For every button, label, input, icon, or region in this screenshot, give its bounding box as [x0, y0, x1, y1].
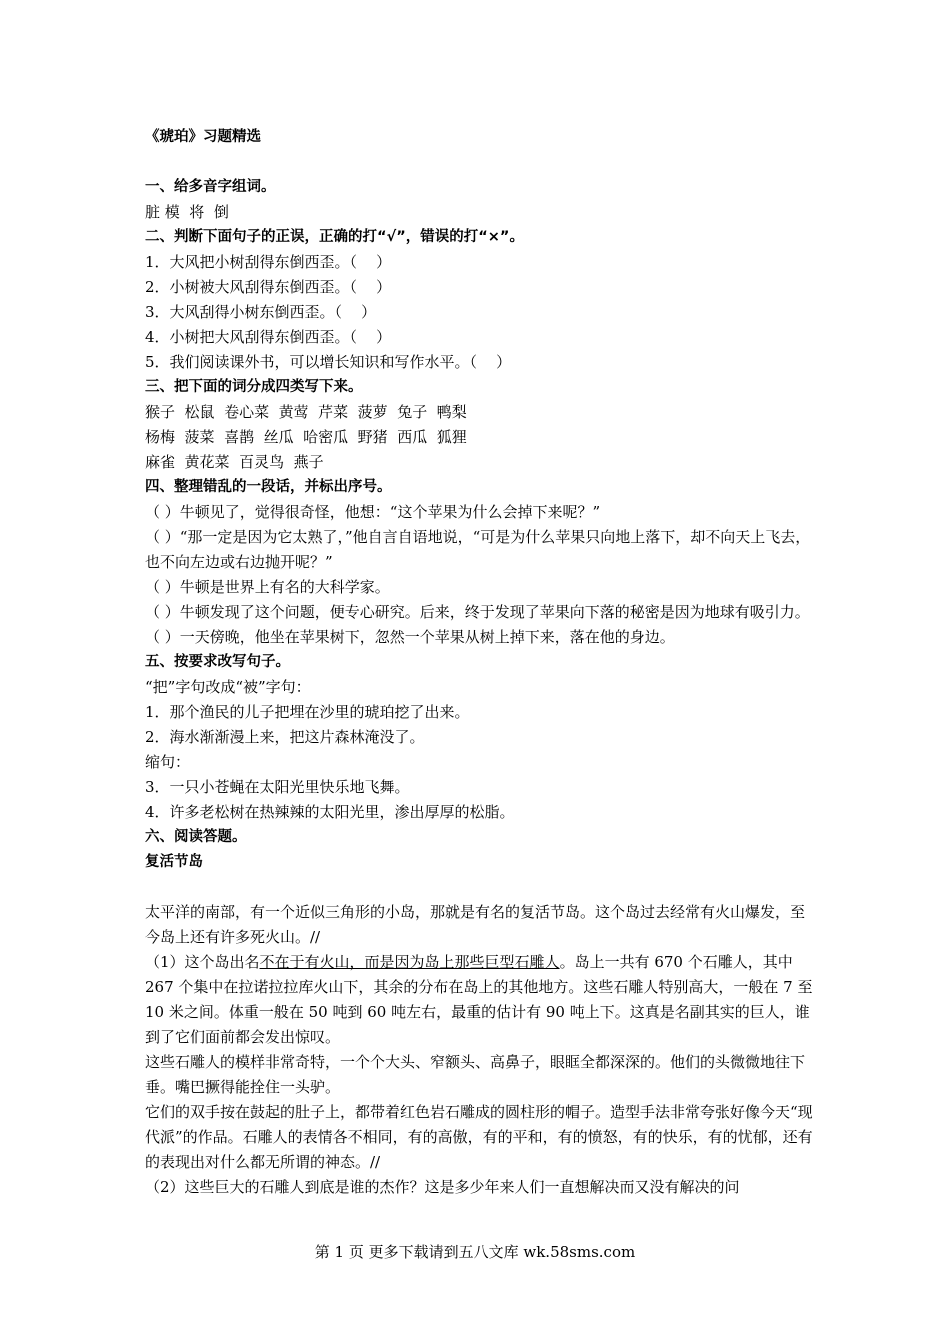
shorten-subheading: 缩句：	[145, 753, 191, 771]
rewrite-subheading: “把”字句改成“被”字句：	[145, 678, 311, 696]
polyphone-chars: 脏 模 将 倒	[145, 203, 229, 221]
spacer	[145, 150, 815, 175]
section-1-heading: 一、给多音字组词。	[145, 179, 276, 195]
judge-item: 3．大风刮得小树东倒西歪。（ ）	[145, 303, 377, 321]
passage-paragraph: （2）这些巨大的石雕人到底是谁的杰作？这是多少年来人们一直想解决而又没有解决的问	[145, 1178, 740, 1196]
order-item: （ ）一天傍晚，他坐在苹果树下，忽然一个苹果从树上掉下来，落在他的身边。	[145, 628, 675, 646]
word-row: 杨梅 菠菜 喜鹊 丝瓜 哈密瓜 野猪 西瓜 狐狸	[145, 428, 467, 446]
section-2-heading: 二、判断下面句子的正误，正确的打“√”，错误的打“×”。	[145, 229, 524, 245]
section-3-heading: 三、把下面的词分成四类写下来。	[145, 379, 363, 395]
rewrite-item: 2．海水渐渐漫上来，把这片森林淹没了。	[145, 728, 425, 746]
judge-item: 4．小树把大风刮得东倒西歪。（ ）	[145, 328, 392, 346]
judge-item: 1．大风把小树刮得东倒西歪。（ ）	[145, 253, 392, 271]
judge-item: 2．小树被大风刮得东倒西歪。（ ）	[145, 278, 392, 296]
order-item: （ ）牛顿是世界上有名的大科学家。	[145, 578, 390, 596]
shorten-item: 3．一只小苍蝇在太阳光里快乐地飞舞。	[145, 778, 410, 796]
spacer	[145, 875, 815, 900]
page-footer: 第 1 页 更多下载请到五八文库 wk.58sms.com	[314, 1243, 636, 1261]
document-title: 《琥珀》习题精选	[145, 129, 261, 145]
passage-paragraph: 太平洋的南部，有一个近似三角形的小岛，那就是有名的复活节岛。这个岛过去经常有火山爆发，至今岛上还有许多死火山。//	[145, 903, 806, 946]
order-item: （ ）“那一定是因为它太熟了，”他自言自语地说，“可是为什么苹果只向地上落下，却不向天上飞去，也不向左边或右边抛开呢？”	[145, 528, 811, 571]
underlined-text: 不在于有火山，而是因为岛上那些巨型石雕人	[259, 953, 560, 971]
section-6-heading: 六、阅读答题。	[145, 829, 247, 845]
section-4-heading: 四、整理错乱的一段话，并标出序号。	[145, 479, 392, 495]
document-page	[145, 125, 815, 1200]
judge-item: 5．我们阅读课外书，可以增长知识和写作水平。（ ）	[145, 353, 512, 371]
passage-paragraph: 这些石雕人的模样非常奇特，一个个大头、窄额头、高鼻子，眼眶全都深深的。他们的头微微地往下垂。嘴巴撅得能拴住一头驴。	[145, 1053, 806, 1096]
rewrite-item: 1．那个渔民的儿子把埋在沙里的琥珀挖了出来。	[145, 703, 470, 721]
paragraph-text: （1）这个岛出名	[145, 953, 260, 971]
shorten-item: 4．许多老松树在热辣辣的太阳光里，渗出厚厚的松脂。	[145, 803, 515, 821]
paragraph-text: 。岛上一共有 670 个石雕人，其中 267 个集中在拉诺拉拉库火山下，其余的分布在岛上的其他地方。这些石雕人特别高大，一般在 7 至 10 米之间。体重一般在 50 吨到 60 吨左右，最重的估计有 90 吨上下。这真是名副其实的巨人，谁到了它们面前都会发出惊叹。	[145, 953, 813, 1046]
order-item: （ ）牛顿发现了这个问题，便专心研究。后来，终于发现了苹果向下落的秘密是因为地球有吸引力。	[145, 603, 810, 621]
section-5-heading: 五、按要求改写句子。	[145, 654, 290, 670]
order-item: （ ）牛顿见了，觉得很奇怪，他想：“这个苹果为什么会掉下来呢？”	[145, 503, 601, 521]
word-row: 猴子 松鼠 卷心菜 黄莺 芹菜 菠萝 兔子 鸭梨	[145, 403, 467, 421]
passage-paragraph	[145, 950, 815, 1050]
passage-paragraph: 它们的双手按在鼓起的肚子上，都带着红色岩石雕成的圆柱形的帽子。造型手法非常夸张好像今天“现代派”的作品。石雕人的表情各不相同，有的高傲，有的平和，有的愤怒，有的快乐，有的忧郁，还有的表现出对什么都无所谓的神态。//	[145, 1103, 813, 1171]
passage-title: 复活节岛	[145, 854, 203, 870]
word-row: 麻雀 黄花菜 百灵鸟 燕子	[145, 453, 324, 471]
